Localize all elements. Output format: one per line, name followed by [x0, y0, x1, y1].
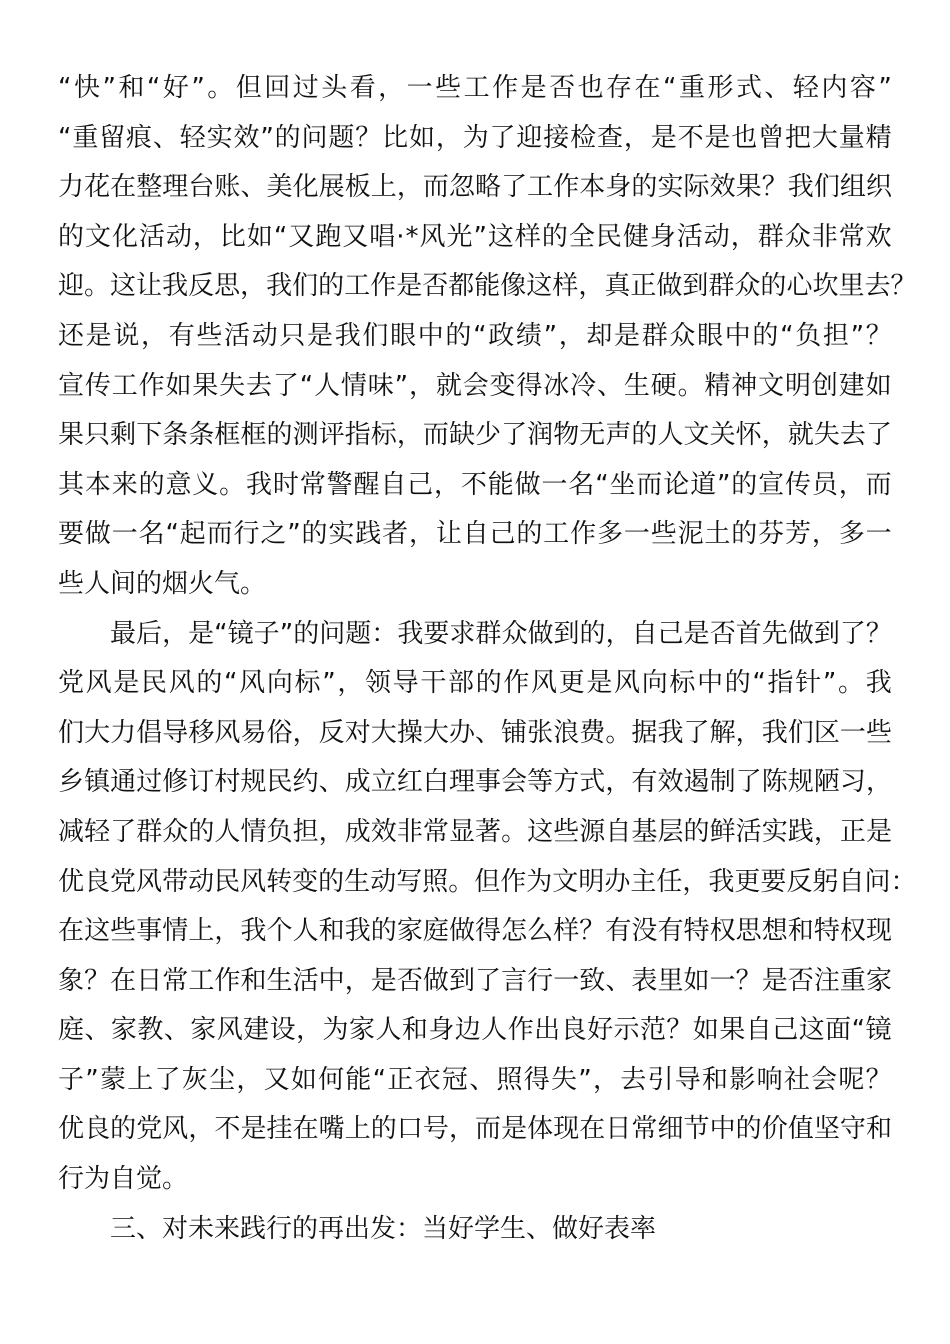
text-line: 的 文 化 活 动 ， 比 如 “ 又 跑 又 唱 · * 风 光 ” 这 样 的 全 民 健 身 活 动 ， 群 众 非 常 欢 [58, 221, 892, 252]
text-line: 力 花 在 整 理 台 账 、 美 化 展 板 上 ， 而 忽 略 了 工 作 本 身 的 实 际 效 果 ？ 我 们 组 织 [58, 172, 892, 203]
text-line: 子 ” 蒙 上 了 灰 尘 ， 又 如 何 能 “ 正 衣 冠 、 照 得 失 ” ， 去 引 导 和 影 响 社 会 呢 ？ [58, 1064, 892, 1095]
text-line: 优 良 的 党 风 ， 不 是 挂 在 嘴 上 的 口 号 ， 而 是 体 现 在 日 常 细 节 中 的 价 值 坚 守 和 [58, 1114, 892, 1145]
text-line: 行为自觉。 [58, 1164, 189, 1195]
text-line: 庭 、 家 教 、 家 风 建 设 ， 为 家 人 和 身 边 人 作 出 良 好 示 范 ？ 如 果 自 己 这 面 “ 镜 [58, 1015, 892, 1046]
text-line: 三、对未来践行的再出发：当好学生、做好表率 [110, 1213, 657, 1244]
text-line: 乡 镇 通 过 修 订 村 规 民 约 、 成 立 红 白 理 事 会 等 方 式 ， 有 效 遏 制 了 陈 规 陋 习 ， [58, 767, 892, 798]
text-line: 迎 。 这 让 我 反 思 ， 我 们 的 工 作 是 否 都 能 像 这 样 ， 真 正 做 到 群 众 的 心 坎 里 去 ？ [58, 271, 917, 302]
text-line: 其 本 来 的 意 义 。 我 时 常 警 醒 自 己 ， 不 能 做 一 名 “ 坐 而 论 道 ” 的 宣 传 员 ， 而 [58, 469, 892, 500]
document-body [58, 64, 917, 1254]
text-line: 党 风 是 民 风 的 “ 风 向 标 ” ， 领 导 干 部 的 作 风 更 是 风 向 标 中 的 “ 指 针 ” 。 我 [58, 668, 892, 699]
text-line: 要 做 一 名 “ 起 而 行 之 ” 的 实 践 者 ， 让 自 己 的 工 作 多 一 些 泥 土 的 芬 芳 ， 多 一 [58, 519, 892, 550]
text-line: 减 轻 了 群 众 的 人 情 负 担 ， 成 效 非 常 显 著 。 这 些 源 自 基 层 的 鲜 活 实 践 ， 正 是 [58, 816, 892, 847]
text-line: 们 大 力 倡 导 移 风 易 俗 ， 反 对 大 操 大 办 、 铺 张 浪 费 。 据 我 了 解 ， 我 们 区 一 些 [58, 717, 892, 748]
text-line: 象 ？ 在 日 常 工 作 和 生 活 中 ， 是 否 做 到 了 言 行 一 致 、 表 里 如 一 ？ 是 否 注 重 家 [58, 965, 892, 996]
text-line: 最 后 ， 是 “ 镜 子 ” 的 问 题 ： 我 要 求 群 众 做 到 的 ， 自 己 是 否 首 先 做 到 了 ？ [110, 618, 892, 649]
text-line: 些人间的烟火气。 [58, 568, 267, 599]
text-line: 优 良 党 风 带 动 民 风 转 变 的 生 动 写 照 。 但 作 为 文 明 办 主 任 ， 我 更 要 反 躬 自 问 ： [58, 866, 917, 897]
text-line: “ 快 ” 和 “ 好 ” 。 但 回 过 头 看 ， 一 些 工 作 是 否 也 存 在 “ 重 形 式 、 轻 内 容 ” [58, 73, 892, 103]
text-line: 还 是 说 ， 有 些 活 动 只 是 我 们 眼 中 的 “ 政 绩 ” ， 却 是 群 众 眼 中 的 “ 负 担 ” ？ [58, 320, 892, 351]
text-line: 宣 传 工 作 如 果 失 去 了 “ 人 情 味 ” ， 就 会 变 得 冰 冷 、 生 硬 。 精 神 文 明 创 建 如 [58, 370, 892, 401]
text-line: “ 重 留 痕 、 轻 实 效 ” 的 问 题 ？ 比 如 ， 为 了 迎 接 检 查 ， 是 不 是 也 曾 把 大 量 精 [58, 122, 892, 153]
text-line: 果 只 剩 下 条 条 框 框 的 测 评 指 标 ， 而 缺 少 了 润 物 无 声 的 人 文 关 怀 ， 就 失 去 了 [58, 420, 892, 451]
text-line: 在 这 些 事 情 上 ， 我 个 人 和 我 的 家 庭 做 得 怎 么 样 ？ 有 没 有 特 权 思 想 和 特 权 现 [58, 916, 892, 947]
